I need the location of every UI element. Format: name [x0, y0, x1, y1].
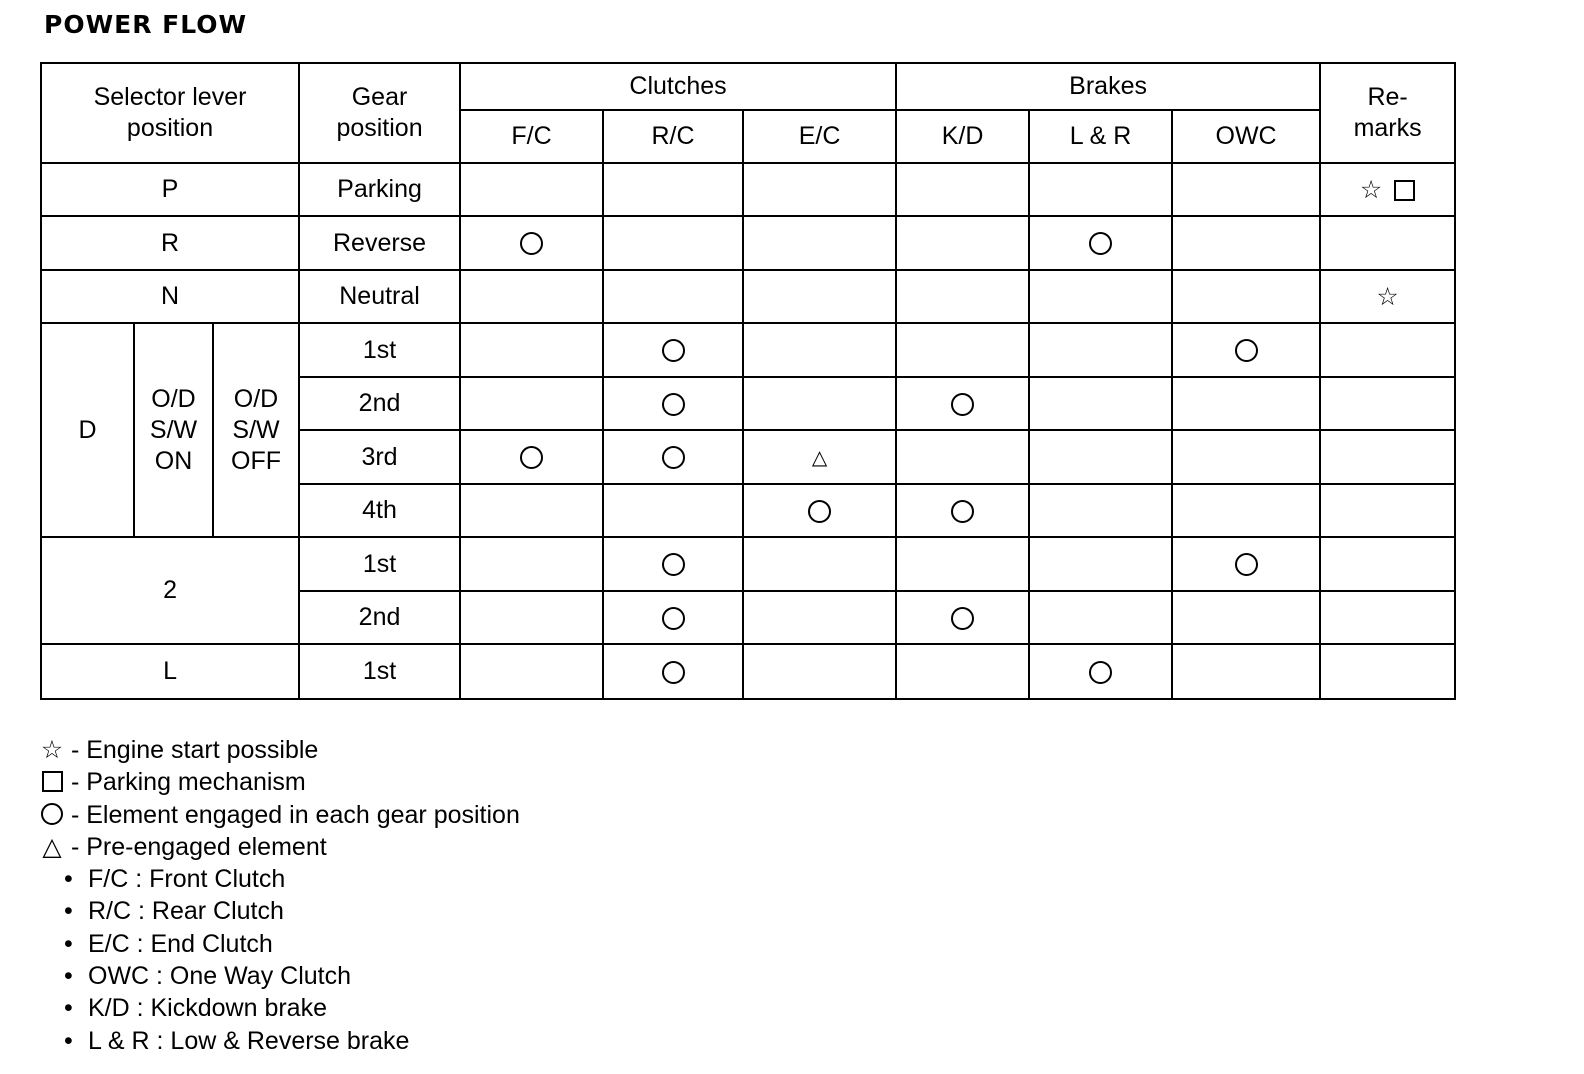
od-off-line3: OFF	[231, 446, 282, 475]
header-lr: L & R	[1029, 110, 1172, 163]
gear-d-4th: 4th	[299, 484, 460, 537]
cell-n-ec	[743, 270, 896, 323]
star-icon: ☆	[1376, 282, 1399, 311]
circle-icon	[662, 661, 685, 684]
cell-d1-ec	[743, 323, 896, 377]
gear-d-1st: 1st	[299, 323, 460, 377]
cell-22-ec	[743, 591, 896, 644]
cell-d2-rc	[603, 377, 743, 430]
header-ec: E/C	[743, 110, 896, 163]
list-item	[40, 992, 520, 1024]
list-item	[40, 863, 520, 895]
cell-n-fc	[460, 270, 603, 323]
legend-circle-row	[40, 799, 520, 831]
cell-l-rc	[603, 644, 743, 699]
cell-d4-lr	[1029, 484, 1172, 537]
cell-n-kd	[896, 270, 1029, 323]
circle-icon	[41, 803, 63, 825]
circle-icon	[951, 500, 974, 523]
cell-r-rc	[603, 216, 743, 270]
cell-l-ec	[743, 644, 896, 699]
od-sw-on	[134, 323, 213, 537]
cell-d3-owc	[1172, 430, 1320, 484]
cell-d3-lr	[1029, 430, 1172, 484]
table-row	[41, 644, 1455, 699]
gear-2-1st: 1st	[299, 537, 460, 591]
od-off-line2: S/W	[232, 415, 280, 444]
circle-icon	[1089, 661, 1112, 684]
header-remarks-line2: marks	[1353, 114, 1422, 142]
circle-icon	[1235, 553, 1258, 576]
cell-d4-owc	[1172, 484, 1320, 537]
cell-21-owc	[1172, 537, 1320, 591]
cell-n-remarks	[1320, 270, 1455, 323]
circle-icon	[1089, 232, 1112, 255]
circle-icon	[520, 232, 543, 255]
bullet-icon: •	[64, 994, 73, 1023]
gear-l-1st: 1st	[299, 644, 460, 699]
page-title: POWER FLOW	[44, 10, 248, 39]
cell-d2-fc	[460, 377, 603, 430]
legend-square-text: - Parking mechanism	[70, 768, 306, 797]
cell-21-kd	[896, 537, 1029, 591]
header-gear-line1: Gear	[351, 83, 408, 111]
selector-p: P	[41, 163, 299, 216]
legend-item-rc: R/C : Rear Clutch	[88, 897, 284, 926]
cell-d4-remarks	[1320, 484, 1455, 537]
gear-neutral: Neutral	[299, 270, 460, 323]
header-gear-position	[299, 63, 460, 163]
legend-circle-text: - Element engaged in each gear position	[70, 800, 520, 829]
cell-d1-remarks	[1320, 323, 1455, 377]
table-row	[41, 270, 1455, 323]
table-row	[41, 323, 1455, 377]
header-selector-line2: position	[126, 114, 214, 142]
header-remarks-line1: Re-	[1367, 83, 1408, 111]
cell-d2-remarks	[1320, 377, 1455, 430]
circle-icon	[662, 607, 685, 630]
cell-d2-lr	[1029, 377, 1172, 430]
circle-icon	[951, 393, 974, 416]
cell-l-fc	[460, 644, 603, 699]
circle-icon	[951, 607, 974, 630]
selector-r: R	[41, 216, 299, 270]
circle-icon	[662, 339, 685, 362]
header-owc: OWC	[1172, 110, 1320, 163]
cell-22-rc	[603, 591, 743, 644]
list-item	[40, 960, 520, 992]
cell-d3-fc	[460, 430, 603, 484]
circle-icon	[662, 553, 685, 576]
od-off-line1: O/D	[233, 384, 279, 413]
circle-icon	[520, 446, 543, 469]
cell-21-ec	[743, 537, 896, 591]
circle-icon	[808, 500, 831, 523]
cell-d3-ec	[743, 430, 896, 484]
cell-d4-rc	[603, 484, 743, 537]
list-item	[40, 1025, 520, 1057]
table-row	[41, 216, 1455, 270]
square-icon	[42, 771, 63, 792]
square-icon	[1394, 180, 1415, 201]
legend-square-row	[40, 766, 520, 798]
cell-d1-rc	[603, 323, 743, 377]
cell-21-remarks	[1320, 537, 1455, 591]
legend-triangle-text: - Pre-engaged element	[70, 832, 327, 861]
cell-d1-kd	[896, 323, 1029, 377]
cell-22-owc	[1172, 591, 1320, 644]
legend-item-kd: K/D : Kickdown brake	[88, 994, 327, 1023]
power-flow-table	[40, 62, 1456, 700]
cell-22-fc	[460, 591, 603, 644]
cell-d4-fc	[460, 484, 603, 537]
od-on-line2: S/W	[149, 415, 198, 444]
header-gear-line2: position	[336, 114, 423, 142]
legend-triangle-row	[40, 831, 520, 863]
legend-item-owc: OWC : One Way Clutch	[88, 962, 352, 991]
cell-d4-kd	[896, 484, 1029, 537]
gear-d-2nd: 2nd	[299, 377, 460, 430]
table-row	[41, 537, 1455, 591]
cell-d2-ec	[743, 377, 896, 430]
cell-l-owc	[1172, 644, 1320, 699]
cell-r-fc	[460, 216, 603, 270]
header-kd: K/D	[896, 110, 1029, 163]
legend-star-row	[40, 734, 520, 766]
cell-l-lr	[1029, 644, 1172, 699]
header-fc: F/C	[460, 110, 603, 163]
bullet-icon: •	[64, 865, 73, 894]
circle-icon	[662, 446, 685, 469]
triangle-icon: △	[811, 446, 828, 469]
cell-n-lr	[1029, 270, 1172, 323]
cell-21-rc	[603, 537, 743, 591]
circle-icon	[1235, 339, 1258, 362]
bullet-icon: •	[64, 962, 73, 991]
od-on-line1: O/D	[151, 384, 196, 413]
cell-r-ec	[743, 216, 896, 270]
bullet-icon: •	[64, 1026, 73, 1055]
cell-21-lr	[1029, 537, 1172, 591]
gear-2-2nd: 2nd	[299, 591, 460, 644]
legend-star-text: - Engine start possible	[70, 736, 319, 764]
selector-2: 2	[41, 537, 299, 644]
header-rc: R/C	[603, 110, 743, 163]
cell-p-remarks	[1320, 163, 1455, 216]
cell-d1-fc	[460, 323, 603, 377]
cell-d1-owc	[1172, 323, 1320, 377]
selector-n: N	[41, 270, 299, 323]
list-item	[40, 928, 520, 960]
cell-l-remarks	[1320, 644, 1455, 699]
od-sw-off	[213, 323, 299, 537]
cell-d3-rc	[603, 430, 743, 484]
cell-22-remarks	[1320, 591, 1455, 644]
legend-item-lr: L & R : Low & Reverse brake	[88, 1026, 410, 1055]
cell-22-lr	[1029, 591, 1172, 644]
cell-p-fc	[460, 163, 603, 216]
cell-r-lr	[1029, 216, 1172, 270]
cell-d2-kd	[896, 377, 1029, 430]
header-selector-lever-position	[41, 63, 299, 163]
cell-d2-owc	[1172, 377, 1320, 430]
circle-icon	[662, 393, 685, 416]
cell-r-kd	[896, 216, 1029, 270]
cell-d3-remarks	[1320, 430, 1455, 484]
gear-reverse: Reverse	[299, 216, 460, 270]
gear-d-3rd: 3rd	[299, 430, 460, 484]
cell-n-rc	[603, 270, 743, 323]
cell-p-lr	[1029, 163, 1172, 216]
cell-r-owc	[1172, 216, 1320, 270]
header-remarks	[1320, 63, 1455, 163]
od-on-line3: ON	[154, 446, 193, 475]
legend-item-fc: F/C : Front Clutch	[88, 865, 286, 894]
cell-21-fc	[460, 537, 603, 591]
star-icon: ☆	[40, 736, 64, 764]
cell-p-kd	[896, 163, 1029, 216]
bullet-icon: •	[64, 897, 73, 926]
cell-d3-kd	[896, 430, 1029, 484]
bullet-icon: •	[64, 929, 73, 958]
selector-l: L	[41, 644, 299, 699]
legend	[40, 734, 520, 1057]
cell-p-owc	[1172, 163, 1320, 216]
header-brakes: Brakes	[896, 63, 1320, 110]
table-row	[41, 163, 1455, 216]
cell-22-kd	[896, 591, 1029, 644]
cell-d1-lr	[1029, 323, 1172, 377]
gear-parking: Parking	[299, 163, 460, 216]
star-icon: ☆	[1359, 175, 1383, 204]
triangle-icon: △	[42, 832, 62, 861]
selector-d: D	[41, 323, 134, 537]
header-clutches: Clutches	[460, 63, 896, 110]
cell-d4-ec	[743, 484, 896, 537]
cell-p-ec	[743, 163, 896, 216]
header-selector-line1: Selector lever	[93, 83, 247, 111]
cell-n-owc	[1172, 270, 1320, 323]
cell-r-remarks	[1320, 216, 1455, 270]
legend-item-ec: E/C : End Clutch	[88, 929, 273, 958]
list-item	[40, 895, 520, 927]
cell-l-kd	[896, 644, 1029, 699]
cell-p-rc	[603, 163, 743, 216]
